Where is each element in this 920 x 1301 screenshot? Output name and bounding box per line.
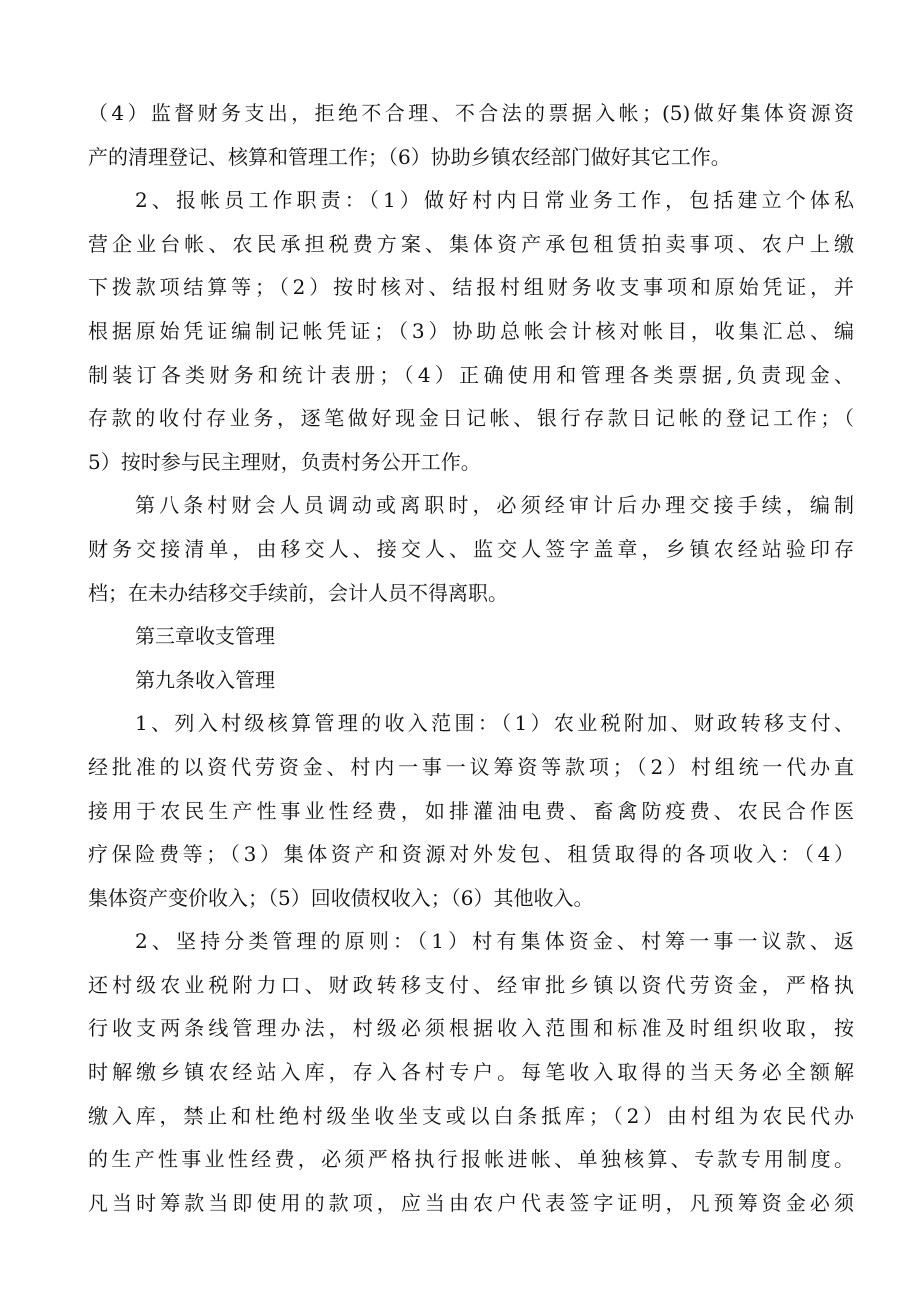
text-line: 行收支两条线管理办法，村级必须根据收入范围和标准及时组织收取，按 xyxy=(88,1016,854,1041)
text-line: 产的清理登记、核算和管理工作；（6）协助乡镇农经部门做好其它工作。 xyxy=(88,144,731,169)
text-line: 经批准的以资代劳资金、村内一事一议筹资等款项；（2）村组统一代办直 xyxy=(88,754,854,779)
text-line: 凡当时筹款当即使用的款项，应当由农户代表签字证明，凡预筹资金必须 xyxy=(88,1190,854,1215)
text-line: 营企业台帐、农民承担税费方案、集体资产承包租赁拍卖事项、农户上缴 xyxy=(88,231,854,256)
text-line: 疗保险费等；（3）集体资产和资源对外发包、租赁取得的各项收入：（4） xyxy=(88,842,854,867)
text-line: 时解缴乡镇农经站入库，存入各村专户。每笔收入取得的当天务必全额解 xyxy=(88,1060,854,1085)
text-line: 缴入库，禁止和杜绝村级坐收坐支或以白条抵库；（2）由村组为农民代办 xyxy=(88,1103,854,1128)
text-line: 制装订各类财务和统计表册；（4）正确使用和管理各类票据,负责现金、 xyxy=(88,362,854,387)
text-line: 根据原始凭证编制记帐凭证；（3）协助总帐会计核对帐目，收集汇总、编 xyxy=(88,318,854,343)
text-line: 接用于农民生产性事业性经费，如排灌油电费、畜禽防疫费、农民合作医 xyxy=(88,798,854,823)
text-line: 2、坚持分类管理的原则：（1）村有集体资金、村筹一事一议款、返 xyxy=(135,929,854,954)
text-line: 5）按时参与民主理财，负责村务公开工作。 xyxy=(88,449,481,474)
text-line: 下拨款项结算等；（2）按时核对、结报村组财务收支事项和原始凭证，并 xyxy=(88,275,854,300)
text-line: 第三章收支管理 xyxy=(135,624,275,649)
document-body xyxy=(88,92,854,1225)
text-line: 的生产性事业性经费，必须严格执行报帐进帐、单独核算、专款专用制度。 xyxy=(88,1147,854,1172)
text-line: 档；在未办结移交手续前，会计人员不得离职。 xyxy=(88,580,508,605)
text-line: 还村级农业税附力口、财政转移支付、经审批乡镇以资代劳资金，严格执 xyxy=(88,972,854,997)
text-line: 1、列入村级核算管理的收入范围：（1）农业税附加、财政转移支付、 xyxy=(135,711,854,736)
text-line: （4）监督财务支出，拒绝不合理、不合法的票据入帐；(5)做好集体资源资 xyxy=(88,101,854,125)
text-line: 集体资产变价收入；（5）回收债权收入；（6）其他收入。 xyxy=(88,885,594,910)
text-line: 2、报帐员工作职责：（1）做好村内日常业务工作，包括建立个体私 xyxy=(135,188,854,213)
text-line: 第九条收入管理 xyxy=(135,667,275,692)
text-line: 存款的收付存业务，逐笔做好现金日记帐、银行存款日记帐的登记工作；（ xyxy=(88,406,854,431)
text-line: 第八条村财会人员调动或离职时，必须经审计后办理交接手续，编制 xyxy=(135,493,854,518)
text-line: 财务交接清单，由移交人、接交人、监交人签字盖章，乡镇农经站验印存 xyxy=(88,536,854,561)
